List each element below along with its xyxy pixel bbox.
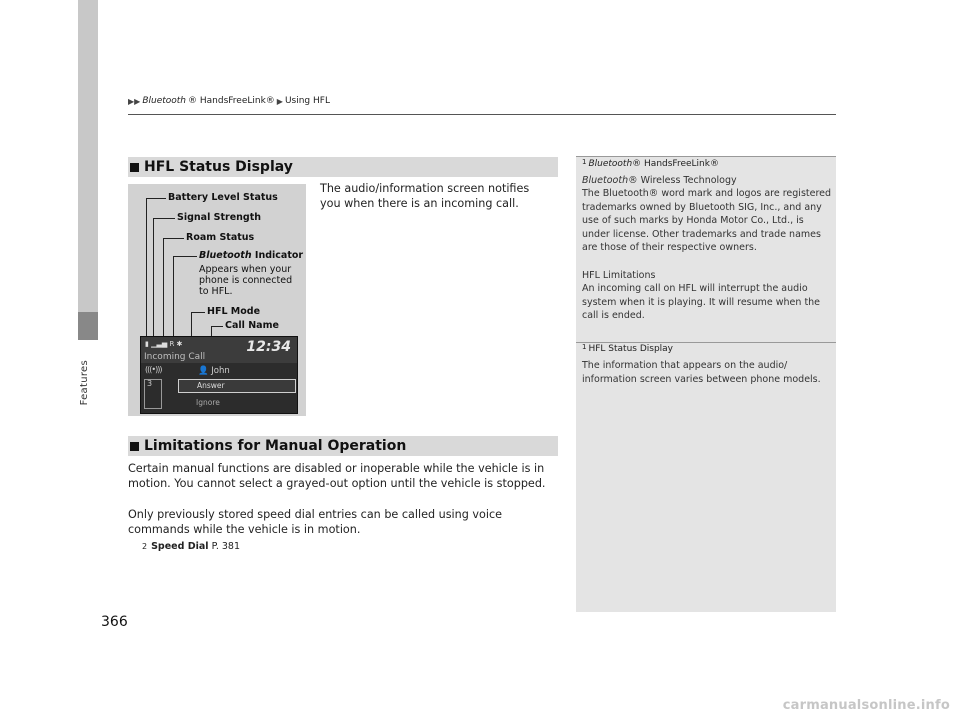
note1-body: The Bluetooth® word mark and logos are registered trademarks owned by Bluetooth SIG, Inc., and any use of such marks by Honda Motor Co., Ltd., is under license. Other trademarks and trade names are those of their respective owners. bbox=[582, 188, 832, 253]
sidebar-label: Features bbox=[79, 360, 90, 406]
cross-reference-icon: 2 bbox=[142, 542, 148, 551]
breadcrumb-item-hfl: ® HandsFreeLink® bbox=[188, 96, 275, 106]
callout-indicator-word: Indicator bbox=[251, 250, 304, 261]
callout-signal-strength: Signal Strength bbox=[177, 212, 262, 223]
leader-line bbox=[146, 198, 147, 340]
intro-paragraph: The audio/information screen notifies you when there is an incoming call. bbox=[320, 182, 530, 210]
phone-keypad-icon: 3 bbox=[144, 379, 162, 409]
page-number: 366 bbox=[101, 614, 128, 630]
limitations-paragraph-1: Certain manual functions are disabled or inoperable while the vehicle is in motion. You cannot select a grayed-out option until the vehicle is stopped. bbox=[128, 462, 546, 490]
callout-bluetooth-indicator bbox=[199, 250, 303, 261]
speed-dial-link[interactable]: 2 Speed Dial P. 381 bbox=[142, 541, 240, 552]
note2-body: The information that appears on the audio/ information screen varies between phone models. bbox=[582, 360, 821, 385]
note1-subheading-2: HFL Limitations bbox=[582, 270, 656, 281]
note1-subheading: Bluetooth® Wireless Technology bbox=[582, 175, 737, 186]
section-title: HFL Status Display bbox=[144, 159, 293, 175]
leader-line bbox=[211, 326, 223, 327]
breadcrumb-item-using-hfl: Using HFL bbox=[284, 96, 330, 106]
callout-roam-status: Roam Status bbox=[186, 232, 255, 243]
leader-line bbox=[146, 198, 166, 199]
leader-line bbox=[153, 218, 154, 340]
note-divider bbox=[576, 156, 836, 157]
header-divider bbox=[128, 114, 836, 115]
callout-battery-level: Battery Level Status bbox=[168, 192, 278, 203]
note1-heading: $^1$ Bluetooth® HandsFreeLink® bbox=[582, 158, 719, 169]
note1-body-2: An incoming call on HFL will interrupt the audio system when it is playing. It will resume when the call is ended. bbox=[582, 283, 821, 321]
section-header-hfl-status bbox=[128, 157, 558, 177]
section-title: Limitations for Manual Operation bbox=[144, 438, 407, 454]
section-square-icon bbox=[130, 163, 139, 172]
callout-hfl-mode: HFL Mode bbox=[207, 306, 261, 317]
leader-line bbox=[173, 256, 197, 257]
section-header-limitations bbox=[128, 436, 558, 456]
leader-line bbox=[153, 218, 175, 219]
section-square-icon bbox=[130, 442, 139, 451]
answer-button[interactable]: Answer bbox=[178, 379, 296, 393]
ignore-button[interactable]: Ignore bbox=[196, 398, 220, 407]
callout-bluetooth-desc: Appears when your phone is connected to HFL. bbox=[199, 264, 293, 297]
screen-status-bar bbox=[141, 337, 297, 363]
callout-bluetooth-word: Bluetooth bbox=[199, 250, 252, 261]
call-status-text: Incoming Call bbox=[144, 352, 206, 362]
status-icons: ▮ ▁▃▅ R ✱ bbox=[145, 340, 183, 348]
breadcrumb-arrow-icon: ▶▶ bbox=[128, 96, 141, 106]
sidebar-tab-marker bbox=[78, 312, 98, 340]
clock-display: 12:34 bbox=[246, 339, 291, 355]
leader-line bbox=[173, 256, 174, 340]
leader-line bbox=[163, 238, 164, 340]
breadcrumb bbox=[128, 96, 330, 106]
ringing-icon: (((•))) bbox=[145, 365, 162, 374]
leader-line bbox=[191, 312, 205, 313]
caller-name: 👤 John bbox=[198, 366, 230, 376]
breadcrumb-item-bluetooth: Bluetooth bbox=[142, 96, 187, 106]
breadcrumb-arrow-icon: ▶ bbox=[276, 96, 283, 106]
callout-call-name: Call Name bbox=[225, 320, 279, 331]
note2-heading: $^1$ HFL Status Display bbox=[582, 343, 674, 354]
limitations-paragraph-2: Only previously stored speed dial entries can be called using voice commands while the vehicle is in motion. bbox=[128, 508, 503, 536]
sidebar-strip bbox=[78, 0, 98, 312]
watermark: carmanualsonline.info bbox=[782, 698, 950, 713]
incoming-call-screen bbox=[140, 336, 298, 414]
leader-line bbox=[163, 238, 184, 239]
